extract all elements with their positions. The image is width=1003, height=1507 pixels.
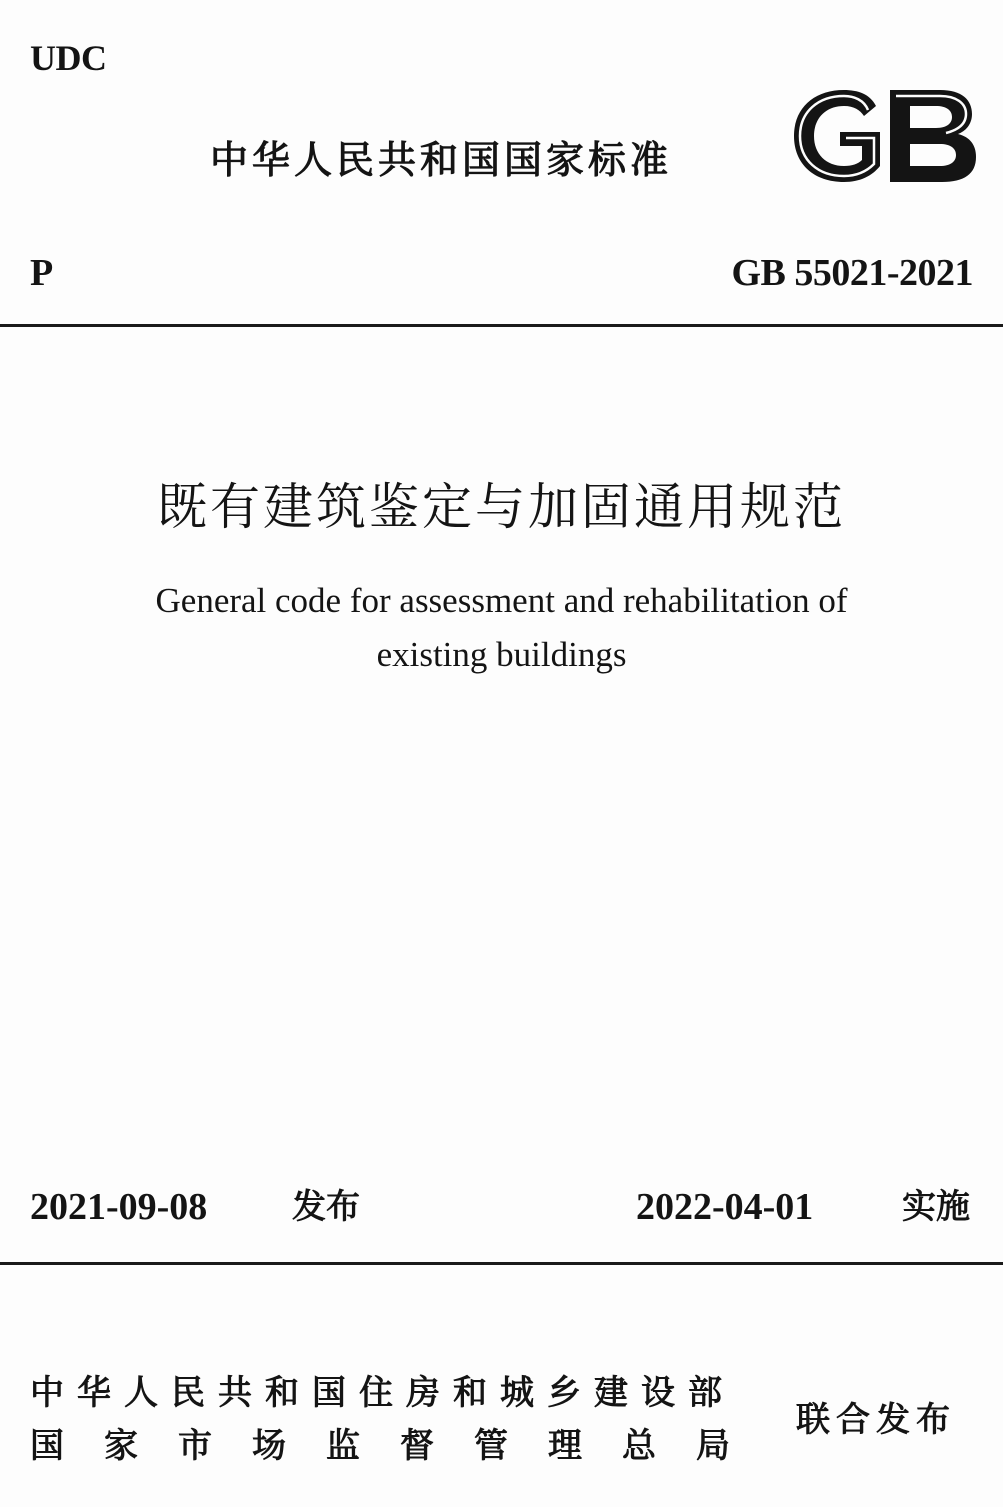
bottom-divider — [0, 1262, 1003, 1265]
standard-number: GB 55021-2021 — [731, 252, 973, 294]
gb-logo-icon — [788, 86, 980, 186]
top-divider — [0, 324, 1003, 327]
implementation-date: 2022-04-01 — [636, 1186, 814, 1228]
english-title-line-1: General code for assessment and rehabilitation of — [155, 581, 848, 620]
issue-label: 发布 — [292, 1187, 360, 1227]
english-title-line-2: existing buildings — [376, 635, 627, 674]
udc-label: UDC — [30, 38, 107, 78]
issue-date: 2021-09-08 — [30, 1186, 208, 1228]
implementation-label: 实施 — [902, 1187, 970, 1227]
joint-release-label: 联合发布 — [796, 1400, 956, 1440]
national-standard-heading: 中华人民共和国国家标准 — [210, 138, 673, 182]
english-title — [0, 574, 1003, 682]
category-code: P — [30, 252, 54, 294]
chinese-title: 既有建筑鉴定与加固通用规范 — [157, 478, 846, 536]
publisher-administration: 国家市场监督管理总局 — [30, 1426, 770, 1466]
publisher-ministry: 中华人民共和国住房和城乡建设部 — [30, 1373, 735, 1413]
